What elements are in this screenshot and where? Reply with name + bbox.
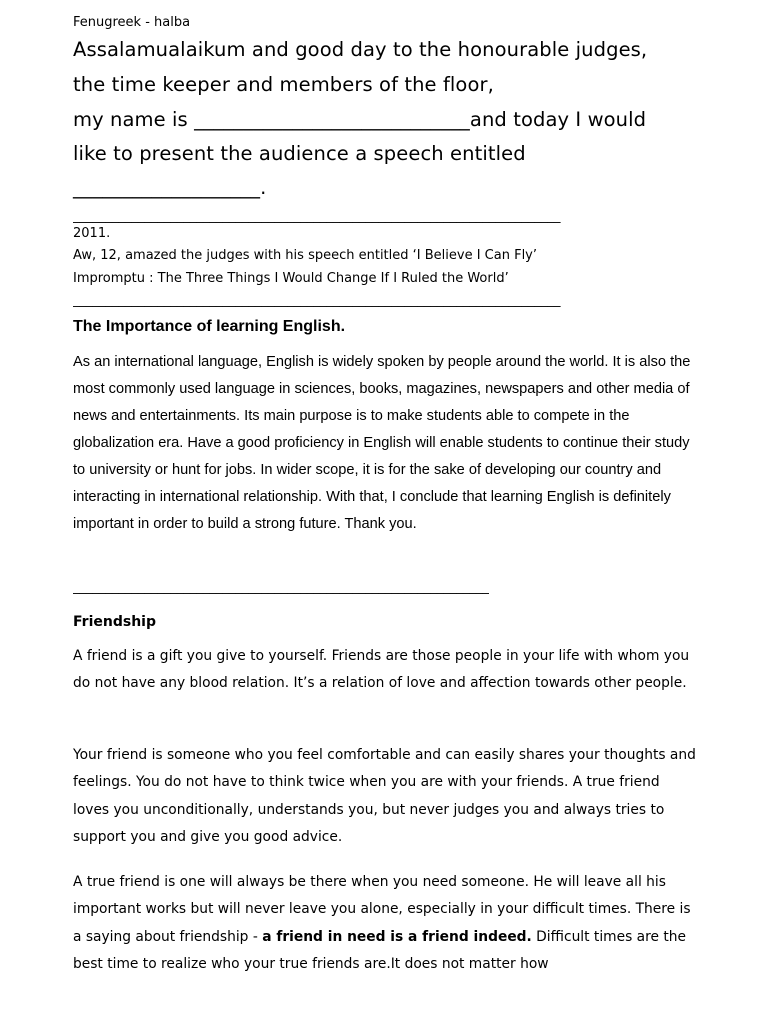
intro-line-4: like to present the audience a speech entitled [73, 142, 526, 165]
divider-rule-3: ________________________________________________________________ [73, 580, 489, 595]
friendship-paragraph-2: Your friend is someone who you feel comfortable and can easily shares your thoughts and feelings. You do not have to think twice when you are with your friends. A true friend loves you unconditionally, understands you, but never judges you and always tries to support you and give you good advice. [73, 747, 696, 845]
friendship-paragraph-3 [73, 869, 698, 978]
divider-rule-2: ___________________________________________________________________________ [73, 293, 561, 308]
english-heading: The Importance of learning English. [73, 318, 346, 335]
intro-line-3: my name is ____________________________and today I would [73, 108, 647, 131]
intro-line-5: ___________________. [73, 176, 267, 199]
note-year: 2011. [73, 226, 111, 241]
friendship-p3-end: Difficult times are the best time to realize who your true friends are.It does not matter how [73, 928, 687, 972]
intro-line-1: Assalamualaikum and good day to the honourable judges, [73, 38, 648, 61]
note-aw: Aw, 12, amazed the judges with his speech entitled ‘I Believe I Can Fly’ [73, 248, 538, 263]
note-impromptu: Impromptu : The Three Things I Would Change If I Ruled the World’ [73, 271, 509, 286]
document-label: Fenugreek - halba [73, 15, 191, 30]
english-paragraph: As an international language, English is widely spoken by people around the world. It is also the most commonly used language in sciences, books, magazines, newspapers and other media of news and entertainments. Its main purpose is to make students able to compete in the globalization era. Have a good proficiency in English will enable students to continue their study to university or hunt for jobs. In wider scope, it is for the sake of developing our country and interacting in international relationship. With that, I conclude that learning English is definitely important in order to build a strong future. Thank you. [73, 354, 691, 532]
divider-rule-1: ___________________________________________________________________________ [73, 209, 561, 224]
friendship-heading: Friendship [73, 614, 156, 630]
friendship-paragraph-1: A friend is a gift you give to yourself. Friends are those people in your life with whom you do not have any blood relation. It’s a relation of love and affection towards other people. [73, 648, 690, 692]
friendship-p3-saying: a friend in need is a friend indeed. [262, 928, 532, 945]
friendship-p3-start: A true friend is one will always be there when you need someone. He will leave all his important works but will never leave you alone, especially in your difficult times. There is a saying about friendship - [73, 874, 691, 945]
intro-line-2: the time keeper and members of the floor, [73, 73, 494, 96]
